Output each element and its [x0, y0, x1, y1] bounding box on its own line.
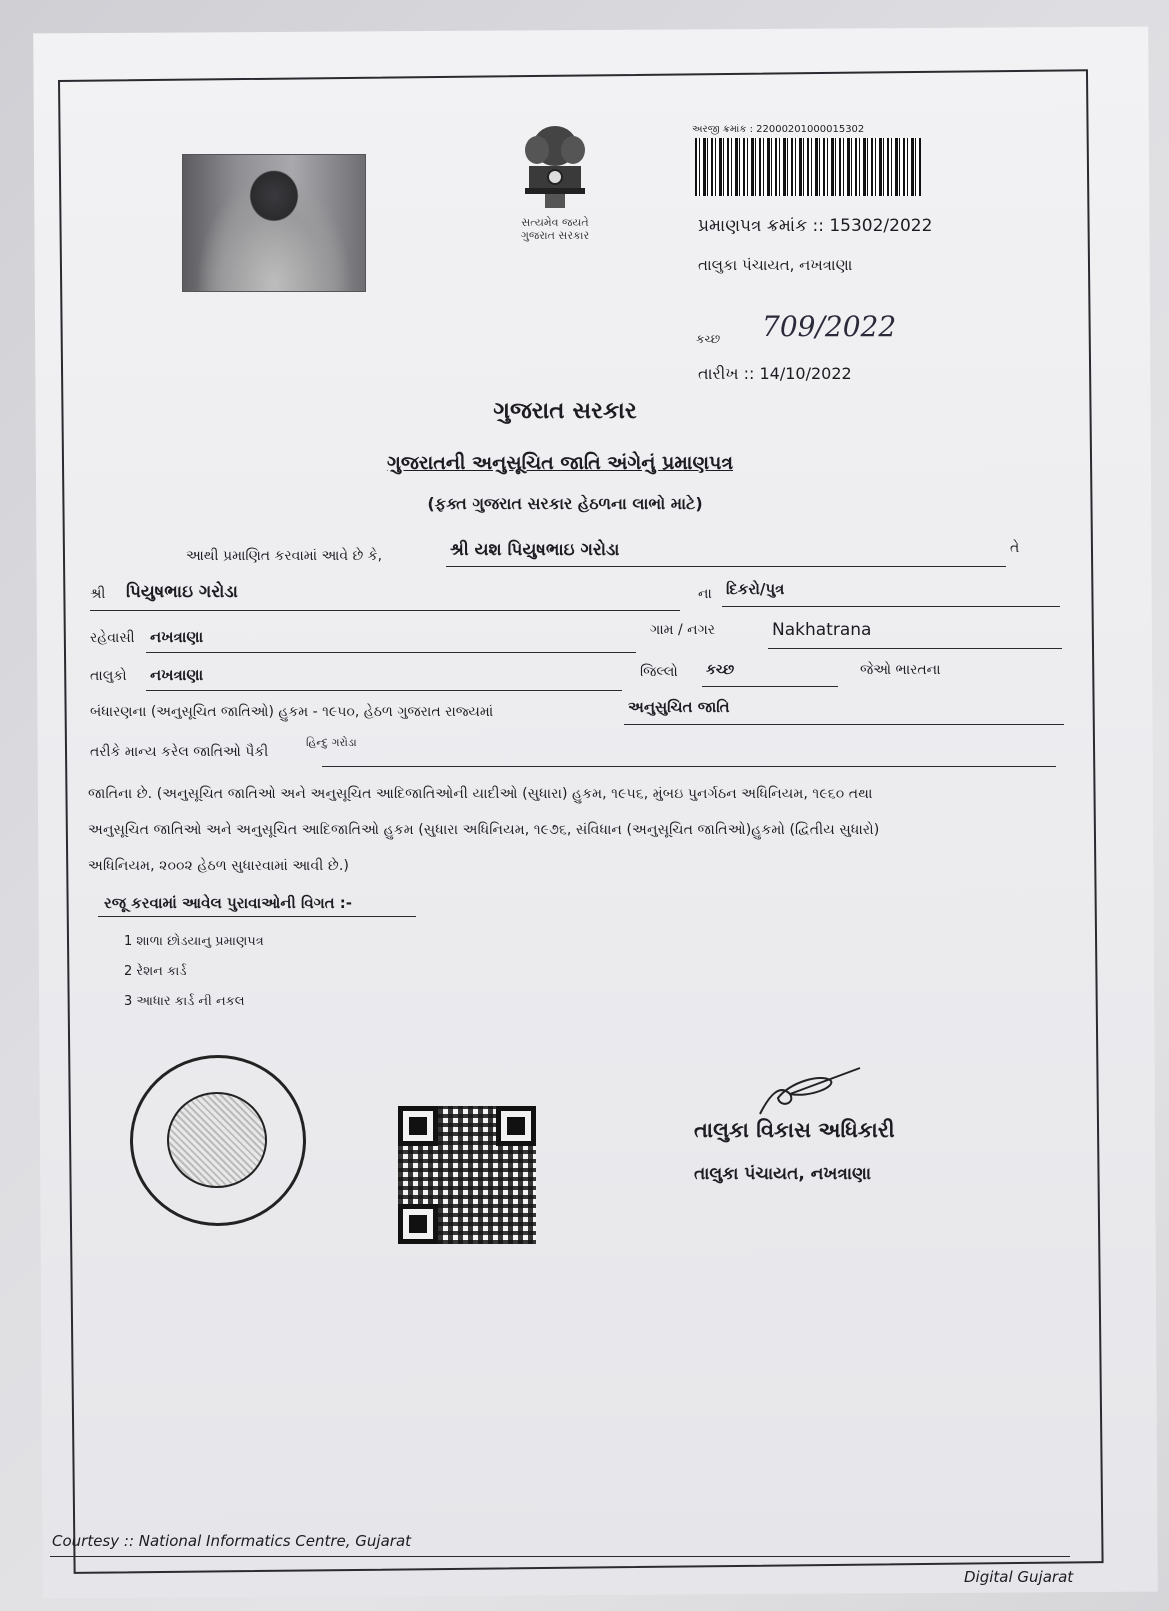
- legal-paragraph-line-3: અધિનિયમ, ૨૦૦૨ હેઠળ સુધારવામાં આવી છે.): [88, 858, 349, 874]
- district-label: જિલ્લો: [640, 664, 678, 680]
- resident-label: રહેવાસી: [90, 630, 135, 646]
- office-seal: [130, 1055, 306, 1226]
- underline-caste: [322, 766, 1056, 767]
- underline-taluka: [146, 690, 622, 691]
- recognised-text: તરીકે માન્ય કરેલ જાતિઓ પૈકી: [90, 744, 269, 760]
- qr-code: [398, 1106, 536, 1244]
- digital-gujarat-brand: Digital Gujarat: [964, 1568, 1074, 1586]
- caste-value: હિન્દુ ગરોડા: [306, 736, 357, 749]
- qr-finder: [398, 1204, 438, 1244]
- evidence-item: 2 રેશન કાર્ડ: [124, 964, 187, 979]
- evidence-heading: રજૂ કરવામાં આવેલ પુરાવાઓની વિગત :-: [104, 894, 353, 912]
- underline-resident: [146, 652, 636, 653]
- seal-emblem: [167, 1092, 267, 1188]
- government-heading: ગુજરાત સરકાર: [493, 398, 637, 424]
- certificate-date: તારીખ :: 14/10/2022: [698, 364, 852, 383]
- evidence-item: 3 આધાર કાર્ડ ની નકલ: [124, 994, 245, 1009]
- certify-intro: આથી પ્રમાણિત કરવામાં આવે છે કે,: [186, 548, 383, 564]
- underline-holder: [446, 566, 1006, 567]
- emblem-icon: [505, 116, 605, 212]
- village-value: Nakhatrana: [772, 620, 872, 640]
- courtesy-note: Courtesy :: National Informatics Centre, Gujarat: [52, 1532, 412, 1550]
- footer-rule: [50, 1556, 1070, 1557]
- relation-prefix: ના: [698, 586, 712, 602]
- emblem-motto: સત્યમેવ જયતે: [521, 216, 589, 229]
- district-value: કચ્છ: [706, 662, 735, 678]
- underline-relation: [722, 606, 1060, 607]
- state-emblem: [500, 116, 610, 246]
- father-name: પિયુષભાઇ ગરોડા: [126, 582, 238, 602]
- india-text: જેઓ ભારતના: [860, 662, 941, 678]
- father-prefix: શ્રી: [90, 586, 106, 602]
- constitution-text: બંધારણના (અનુસૂચિત જાતિઓ) હુકમ - ૧૯૫૦, હેઠળ ગુજરાત રાજ્યમાં: [90, 704, 494, 720]
- certificate-number: પ્રમાણપત્ર ક્રમાંક :: 15302/2022: [698, 216, 933, 236]
- resident-value: નખત્રાણા: [150, 628, 204, 646]
- application-number: અરજી ક્રમાંક : 22000201000015302: [692, 124, 865, 135]
- handwritten-number: 709/2022: [762, 310, 897, 343]
- underline-father: [90, 610, 680, 611]
- legal-paragraph-line-2: અનુસૂચિત જાતિઓ અને અનુસૂચિત આદિજાતિઓ હુકમ (સુધારા અધિનિયમ, ૧૯૭૬, સંવિધાન (અનુસૂચિત જાતિઓ)હુકમો (દ્વિતીય સુધારો): [88, 822, 880, 838]
- underline-category: [624, 724, 1064, 725]
- emblem-subtitle: ગુજરાત સરકાર: [520, 229, 590, 242]
- barcode: [695, 138, 921, 196]
- taluka-value: નખત્રાણા: [150, 666, 204, 684]
- signatory-title: તાલુકા વિકાસ અધિકારી: [694, 1118, 895, 1142]
- category-value: અનુસુચિત જાતિ: [628, 698, 730, 716]
- signatory-office: તાલુકા પંચાયત, નખત્રાણા: [694, 1164, 871, 1184]
- handwritten-label: કચ્છ: [696, 332, 721, 346]
- evidence-item: 1 શાળા છોડયાનુ પ્રમાણપત્ર: [124, 934, 264, 949]
- village-label: ગામ / નગર: [650, 622, 716, 638]
- issuing-office: તાલુકા પંચાયત, નખત્રાણા: [698, 256, 853, 274]
- underline-village: [768, 648, 1062, 649]
- signature-icon: [750, 1064, 870, 1120]
- legal-paragraph-line-1: જાતિના છે. (અનુસૂચિત જાતિઓ અને અનુસૂચિત આદિજાતિઓની યાદીઓ (સુધારા) હુકમ, ૧૯૫૬, મુંબઇ પુનર્ગઠન અધિનિયમ, ૧૯૬૦ તથા: [88, 786, 873, 802]
- underline-district: [702, 686, 838, 687]
- applicant-photo: [182, 154, 366, 292]
- holder-suffix: તે: [1010, 540, 1020, 556]
- certificate-subtitle: (ફક્ત ગુજરાત સરકાર હેઠળના લાભો માટે): [427, 494, 703, 513]
- qr-finder: [496, 1106, 536, 1146]
- relation-value: દિકરો/પુત્ર: [726, 580, 785, 598]
- underline-evidence-heading: [98, 916, 416, 917]
- taluka-label: તાલુકો: [90, 668, 127, 684]
- holder-name: શ્રી યશ પિયુષભાઇ ગરોડા: [450, 540, 620, 560]
- certificate-title: ગુજરાતની અનુસૂચિત જાતિ અંગેનું પ્રમાણપત્ર: [386, 452, 734, 474]
- qr-finder: [398, 1106, 438, 1146]
